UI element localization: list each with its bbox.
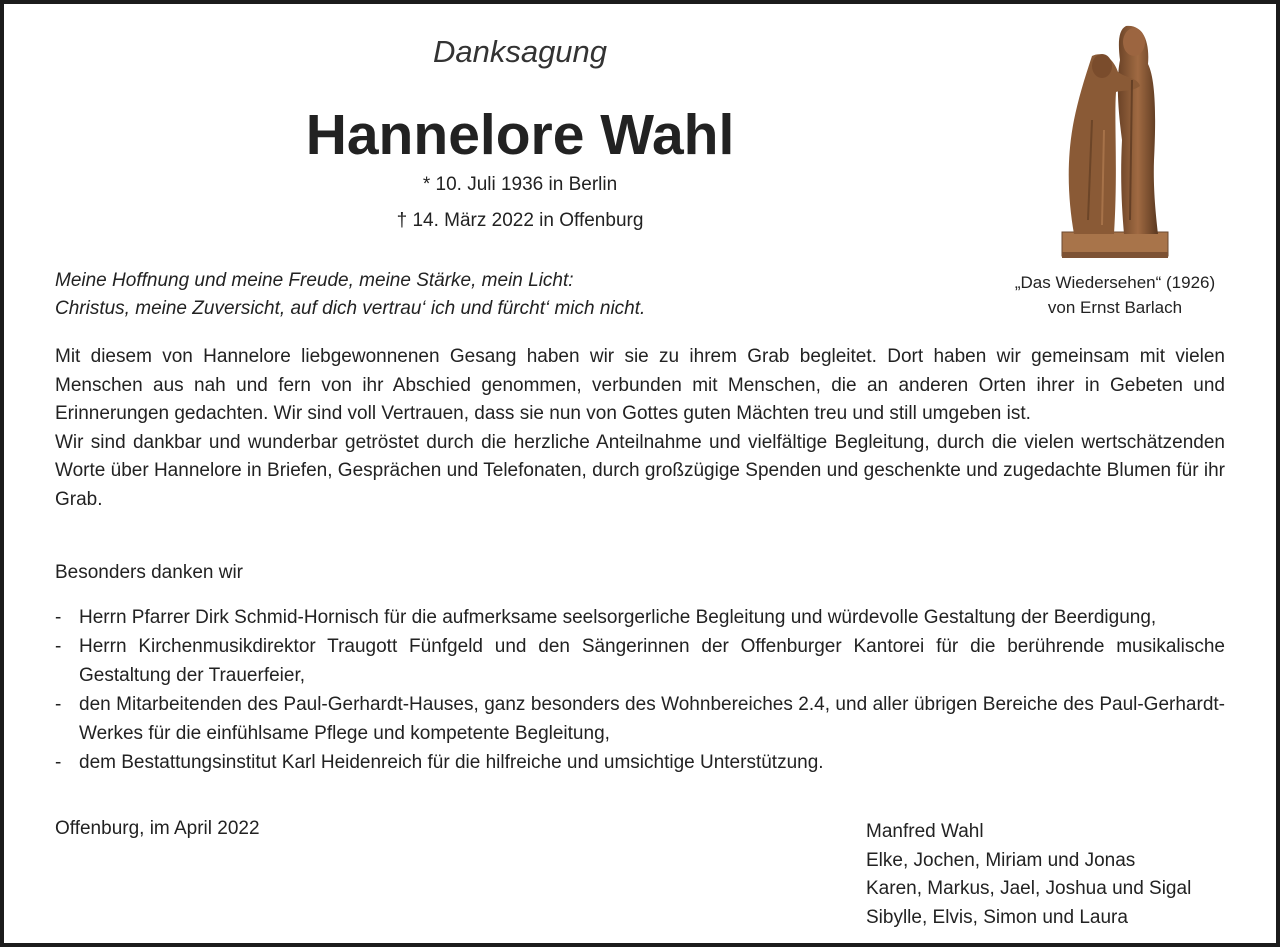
notice-heading: Danksagung [432, 34, 608, 69]
quote-line-2: Christus, meine Zuversicht, auf dich vertrau‘ ich und fürcht‘ mich nicht. [55, 298, 646, 319]
signature-line: Elke, Jochen, Miriam und Jonas [866, 849, 1136, 871]
list-item [55, 603, 1225, 632]
place-date: Offenburg, im April 2022 [55, 818, 260, 839]
quote-line-1: Meine Hoffnung und meine Freude, meine Stärke, mein Licht: [55, 270, 574, 291]
bullet-dash: - [55, 694, 62, 715]
signature-line: Karen, Markus, Jael, Joshua und Sigal [866, 878, 1192, 900]
list-item-text: den Mitarbeitenden des Paul-Gerhardt-Hauses, ganz besonders des Wohnbereiches 2.4, und aller übrigen Bereiche des Paul-Gerhardt-Werkes für die einfühlsame Pflege und kompetente Begleitung, [79, 694, 1225, 744]
signatures [866, 818, 1191, 932]
list-item-text: Herrn Kirchenmusikdirektor Traugott Fünfgeld und den Sängerinnen der Offenburger Kantorei für die berührende musikalische Gestaltung der Trauerfeier, [79, 636, 1225, 686]
list-item [55, 690, 1225, 748]
death-date: † 14. März 2022 in Offenburg [396, 210, 644, 231]
list-item [55, 748, 1225, 777]
bullet-dash: - [55, 752, 62, 773]
thanks-heading: Besonders danken wir [55, 562, 243, 583]
signature-line: Sibylle, Elvis, Simon und Laura [866, 906, 1128, 928]
bullet-dash: - [55, 636, 62, 657]
bullet-dash: - [55, 607, 62, 628]
deceased-name: Hannelore Wahl [305, 103, 735, 167]
thanks-list [55, 603, 1225, 777]
sculpture-image [1052, 20, 1176, 264]
thanks-body [55, 343, 1225, 515]
list-item-text: dem Bestattungsinstitut Karl Heidenreich für die hilfreiche und umsichtige Unterstützung. [79, 752, 824, 773]
birth-date: * 10. Juli 1936 in Berlin [422, 174, 618, 195]
paragraph-1: Mit diesem von Hannelore liebgewonnenen Gesang haben wir sie zu ihrem Grab begleitet. Dort haben wir gemeinsam mit vielen Menschen aus nah und fern von ihr Abschied genommen, verbunden mit Menschen, die an anderen Orten ihrer in Gebeten und Erinnerungen gedachten. Wir sind voll Vertrauen, dass sie nun von Gottes guten Mächten treu und still umgeben ist. [55, 346, 1225, 425]
list-item-text: Herrn Pfarrer Dirk Schmid-Hornisch für die aufmerksame seelsorgerliche Begleitung und würdevolle Gestaltung der Beerdigung, [79, 607, 1157, 628]
list-item [55, 632, 1225, 690]
image-caption-title: „Das Wiedersehen“ (1926) [1014, 273, 1216, 292]
image-caption-artist: von Ernst Barlach [1047, 298, 1183, 317]
paragraph-2: Wir sind dankbar und wunderbar getröstet durch die herzliche Anteilnahme und vielfältige Begleitung, durch die vielen wertschätzenden Worte über Hannelore in Briefen, Gesprächen und Telefonaten, durch großzügige Spenden und geschenkte und zugedachte Blumen für ihr Grab. [55, 431, 1225, 510]
signature-line: Manfred Wahl [866, 821, 984, 842]
